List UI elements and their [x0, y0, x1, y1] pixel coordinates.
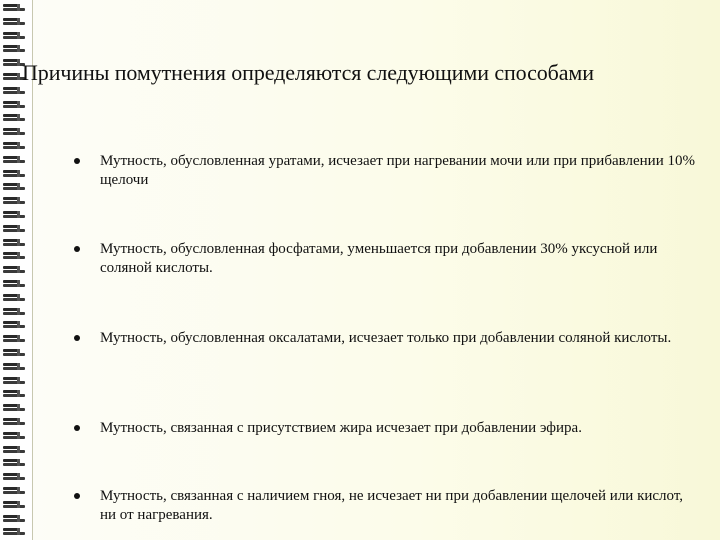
bullet-icon — [74, 493, 80, 499]
list-item-text: Мутность, обусловленная уратами, исчезает при нагревании мочи или при прибавлении 10% щелочи — [100, 153, 695, 188]
bullet-icon — [74, 335, 80, 341]
bullet-icon — [74, 425, 80, 431]
list-item-text: Мутность, связанная с присутствием жира исчезает при добавлении эфира. — [100, 420, 582, 436]
list-item-text: Мутность, обусловленная оксалатами, исчезает только при добавлении соляной кислоты. — [100, 330, 672, 346]
list-item-text: Мутность, связанная с наличием гноя, не исчезает ни при добавлении щелочей или кислот, ни от нагревания. — [100, 488, 684, 523]
bullet-icon — [74, 158, 80, 164]
slide-title: Причины помутнения определяются следующими способами — [22, 60, 594, 85]
list-item-text: Мутность, обусловленная фосфатами, уменьшается при добавлении 30% уксусной или соляной кислоты. — [100, 241, 658, 276]
bullet-icon — [74, 246, 80, 252]
